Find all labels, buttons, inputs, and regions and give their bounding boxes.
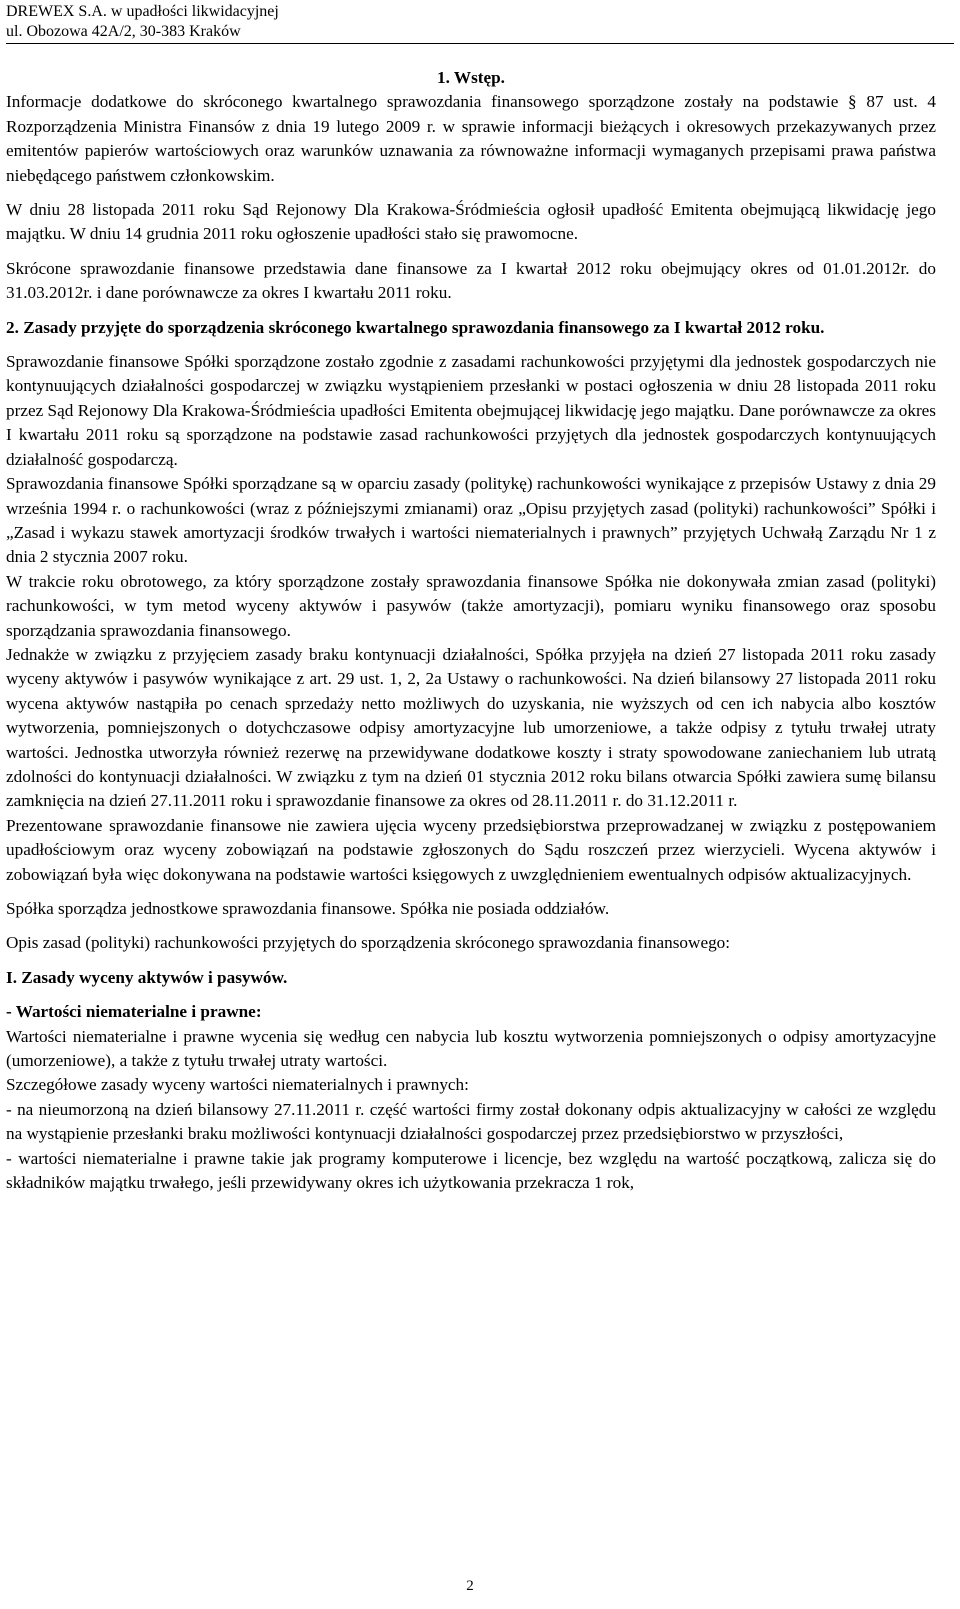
paragraph-software-licences: - wartości niematerialne i prawne takie jak programy komputerowe i licencje, bez względu na wartość początkową, zalicza się do składników majątku trwałego, jeśli przewidywany okres ich użytkowania przekracza 1 rok, [6, 1148, 936, 1193]
paragraph-goodwill-writeoff: - na nieumorzoną na dzień bilansowy 27.11.2011 r. część wartości firmy został dokonany odpis aktualizacyjny w całości ze względu na wystąpienie przesłanki braku możliwości kontynuacji działalności gospodarczej przez przedsiębiorstwo w przyszłości, [6, 1099, 936, 1144]
subsection-heading-intangibles: - Wartości niematerialne i prawne: [6, 1002, 262, 1022]
section-heading-intro: 1. Wstęp. [437, 68, 505, 87]
paragraph-no-changes: W trakcie roku obrotowego, za który sporządzone zostały sprawozdania finansowe Spółka nie dokonywała zmian zasad (polityki) rachunkowości, w tym metod wyceny aktywów i pasywów (także amortyzacji), pomiaru wyniku finansowego oraz sposobu sporządzania sprawozdania finansowego. [6, 571, 936, 640]
page-number: 2 [466, 1578, 474, 1594]
paragraph-bankruptcy: W dniu 28 listopada 2011 roku Sąd Rejonowy Dla Krakowa-Śródmieścia ogłosił upadłość Emitenta obejmującą likwidację jego majątku. W dniu 14 grudnia 2011 roku ogłoszenie upadłości stało się prawomocne. [6, 200, 936, 244]
paragraph-policy-intro: Opis zasad (polityki) rachunkowości przyjętych do sporządzenia skróconego sprawozdania finansowego: [6, 933, 731, 953]
paragraph-intangibles-valuation: Wartości niematerialne i prawne wycenia się według cen nabycia lub kosztu wytworzenia pomniejszonych o odpisy amortyzacyjne (umorzeniowe), a także z tytułu trwałej utraty wartości. [6, 1026, 936, 1071]
paragraph-intangibles-details: Szczegółowe zasady wyceny wartości niematerialnych i prawnych: [6, 1075, 469, 1095]
document-body [6, 66, 936, 1195]
paragraph-report-period: Skrócone sprawozdanie finansowe przedstawia dane finansowe za I kwartał 2012 roku obejmujący okres od 01.01.2012r. do 31.03.2012r. i dane porównawcze za okres I kwartału 2011 roku. [6, 258, 936, 303]
paragraph-valuation-change: Jednakże w związku z przyjęciem zasady braku kontynuacji działalności, Spółka przyjęła na dzień 27 listopada 2011 roku zasady wyceny aktywów i pasywów wynikające z art. 29 ust. 1, 2, 2a Ustawy o rachunkowości. Na dzień bilansowy 27 listopada 2011 roku wycena aktywów nastąpiła po cenach sprzedaży netto możliwych do uzyskania, nie wyższych od cen ich nabycia albo kosztów wytworzenia, pomniejszonych o dotychczasowe odpisy amortyzacyjne lub umorzeniowe, a także odpisy z tytułu trwałej utraty wartości. Jednostka utworzyła również rezerwę na przewidywane dodatkowe koszty i straty spowodowane zaniechaniem lub utratą zdolności do kontynuacji działalności. W związku z tym na dzień 01 stycznia 2012 roku bilans otwarcia Spółki zawiera sumę bilansu zamknięcia na dzień 27.11.2011 roku i sprawozdanie finansowe za okres od 28.11.2011 r. do 31.12.2011 r. [6, 644, 936, 811]
company-address: ul. Obozowa 42A/2, 30-383 Kraków [6, 23, 241, 40]
document-header [6, 2, 954, 44]
paragraph-enterprise-valuation: Prezentowane sprawozdanie finansowe nie zawiera ujęcia wyceny przedsiębiorstwa przeprowadzanej w związku z postępowaniem upadłościowym oraz wyceny zobowiązań na podstawie zgłoszonych do Sądu roszczeń przez wierzycieli. Wycena aktywów i zobowiązań była więc dokonywana na podstawie wartości księgowych z uwzględnieniem ewentualnych odpisów aktualizacyjnych. [6, 815, 936, 884]
paragraph-accounting-basis: Sprawozdanie finansowe Spółki sporządzone zostało zgodnie z zasadami rachunkowości przyjętymi dla jednostek gospodarczych nie kontynuujących działalności gospodarczej w związku wystąpieniem przesłanki w postaci ogłoszenia w dniu 28 listopada 2011 roku przez Sąd Rejonowy Dla Krakowa-Śródmieścia upadłości Emitenta obejmującej likwidację jego majątku. Dane porównawcze za okres I kwartału 2011 roku są sporządzone na podstawie zasad rachunkowości przyjętych dla jednostek gospodarczych kontynuujących działalność gospodarczą. [6, 352, 936, 469]
paragraph-branches: Spółka sporządza jednostkowe sprawozdania finansowe. Spółka nie posiada oddziałów. [6, 899, 610, 918]
section-heading-principles: 2. Zasady przyjęte do sporządzenia skróconego kwartalnego sprawozdania finansowego za I kwartał 2012 roku. [6, 317, 825, 337]
paragraph-legal-basis: Informacje dodatkowe do skróconego kwartalnego sprawozdania finansowego sporządzone zostały na podstawie § 87 ust. 4 Rozporządzenia Ministra Finansów z dnia 19 lutego 2009 r. w sprawie informacji bieżących i okresowych przekazywanych przez emitentów papierów wartościowych oraz warunków uznawania za równoważne informacji wymaganych przepisami prawa państwa niebędącego państwem członkowskim. [6, 92, 936, 185]
section-heading-valuation: I. Zasady wyceny aktywów i pasywów. [6, 967, 288, 987]
paragraph-accounting-policy: Sprawozdania finansowe Spółki sporządzane są w oparciu zasady (politykę) rachunkowości wynikające z przepisów Ustawy z dnia 29 września 1994 r. o rachunkowości (wraz z późniejszymi zmianami) oraz „Opisu przyjętych zasad (polityki) rachunkowości” Spółki i „Zasad i wykazu stawek amortyzacji środków trwałych i wartości niematerialnych i prawnych” przyjętych Uchwałą Zarządu Nr 1 z dnia 2 stycznia 2007 roku. [6, 474, 936, 567]
company-name: DREWEX S.A. w upadłości likwidacyjnej [6, 3, 279, 20]
